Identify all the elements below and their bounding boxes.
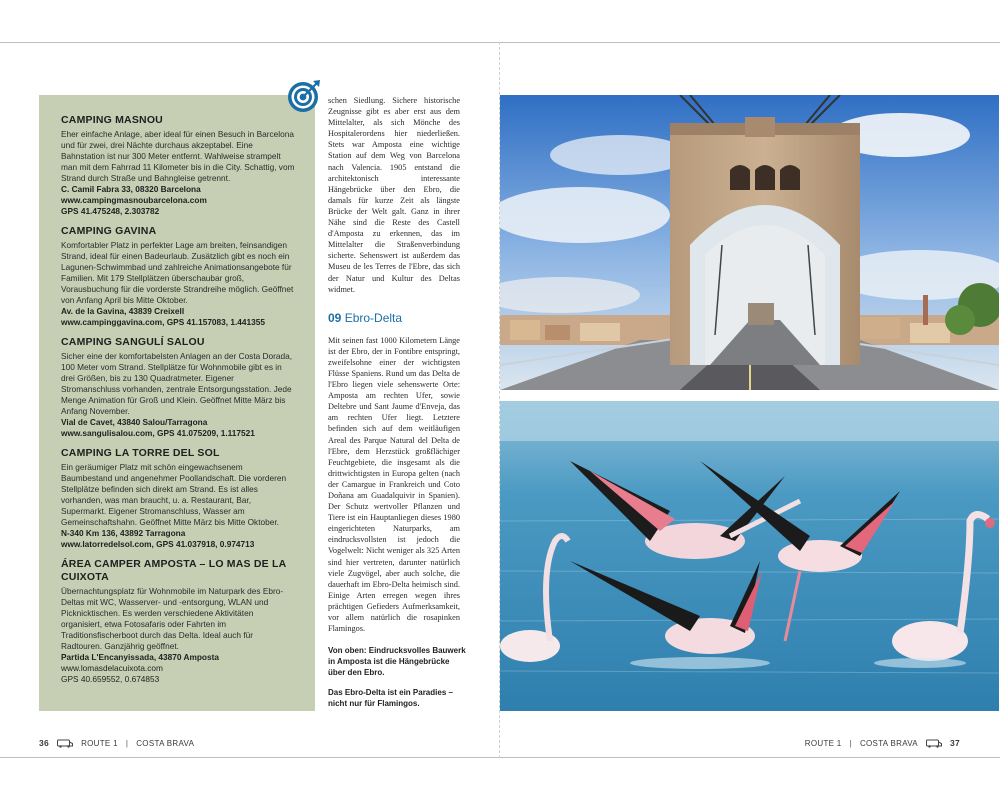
- section-title: Ebro-Delta: [344, 310, 403, 325]
- article-paragraph: Mit seinen fast 1000 Kilometern Länge ist der Ebro, der in Fontibre entspringt, zweifelsohne einer der wichtigsten Flüsse Spaniens. Rund um das Delta de l'Ebro liegen viele sehenswerte Orte: Amposta am rechten Ufer, sowie Deltebre und Sant Jaume d'Enveja, das am rechten Ufer liegt. Letztere befinden sich auf dem weitläufigen Areal des Parque Natural del Delta de l'Ebre, dem Herzstück großflächiger Feuchtgebiete, die insgesamt als die drittwichtigsten in Europa gelten (nach der Camargue in Frankreich und Coto Doñana am Guadalquivir in Spanien). Der Schutz wertvoller Pflanzen und Tiere ist ein Hauptanliegen dieses 1980 eingerichteten Naturparks, am eindrucksvollsten ist jedoch die Vogelwelt: Nicht weniger als 325 Arten sind hier vertreten, darunter natürlich viele Zugvögel, aber auch solche, die dauerhaft im Ebro-Delta heimisch sind. Einige Arten erregen wegen ihres prächtigen Gefieders Aufmerksamkeit, vor allem natürlich die rosapinken Flamingos.: [328, 335, 460, 634]
- campsite-title: CAMPING MASNOU: [61, 114, 163, 126]
- campsite-description: Sicher eine der komfortabelsten Anlagen an der Costa Dorada, 100 Meter vom Strand. Stellplätze für Wohnmobile gibt es in drei Größen, bis zu 130 Quadratmeter. Eigener Stromanschluss vorhanden, zentrale Entsorgungsstation. Jede Menge Animation für Groß und Klein. Geöffnet Mitte März bis Anfang November.: [61, 351, 293, 416]
- campsite-title: CAMPING LA TORRE DEL SOL: [61, 447, 220, 459]
- region-label-right: COSTA BRAVA: [859, 738, 918, 748]
- campsite-entry: [61, 558, 295, 685]
- camper-van-icon: [57, 739, 73, 748]
- campsite-description: Komfortabler Platz in perfekter Lage am breiten, feinsandigen Strand, ideal für einen Badeurlaub. Zusätzlich gibt es noch ein Lagunen-Schwimmbad und zahlreiche Animationsangebote für Familien. Mit 179 Stellplätzen überschaubar groß, Vorausbuchung für die vorderste Strandreihe möglich. Geöffnet von Anfang April bis Mitte Oktober.: [61, 240, 294, 305]
- footer-separator: |: [125, 738, 129, 748]
- campsite-info-box: [39, 95, 315, 711]
- campsite-gps: GPS 41.475248, 2.303782: [61, 206, 160, 216]
- footer-right: [805, 738, 960, 748]
- campsite-description: Übernachtungsplatz für Wohnmobile im Naturpark des Ebro-Deltas mit WC, Wasserver- und -entsorgung, WLAN und Picknicktischen. Es werden verschiedene Aktivitäten organisiert, etwa Fotosafaris oder Fahrten im Traditionsfischerboot durch das Delta. Ideal auch für Radtouren. Ganzjährig geöffnet.: [61, 586, 284, 651]
- campsite-address: Av. de la Gavina, 43839 Creixell: [61, 306, 185, 316]
- footer-left: [39, 738, 194, 748]
- campsite-entry: [61, 336, 295, 439]
- flamingo-photo: [500, 401, 999, 711]
- route-label-right: ROUTE 1: [804, 738, 842, 748]
- region-label-left: COSTA BRAVA: [136, 738, 195, 748]
- campsite-website: www.campingmasnoubarcelona.com: [61, 195, 207, 205]
- article-column: [328, 95, 460, 634]
- campsite-description: Eher einfache Anlage, aber ideal für einen Besuch in Barcelona und für zwei, drei Nächte durchaus akzeptabel. Eine Bahnstation ist nur 300 Meter entfernt. Wahlweise strampelt man mit dem Fahrrad 11 Kilometer bis in die City. Schattig, vom Strand durch Straße und Bahngleise getrennt.: [61, 129, 295, 183]
- page-number-left: 36: [39, 738, 50, 748]
- campsite-gps: GPS 40.659552, 0.674853: [61, 674, 160, 684]
- campsite-entry: [61, 447, 295, 550]
- section-heading: [328, 311, 460, 325]
- target-icon: [287, 79, 321, 113]
- camper-van-icon: [926, 739, 942, 748]
- campsite-website: www.latorredelsol.com, GPS 41.037918, 0.974713: [61, 539, 255, 549]
- campsite-website: www.campinggavina.com, GPS 41.157083, 1.441355: [61, 317, 265, 327]
- campsite-title: CAMPING GAVINA: [61, 225, 157, 237]
- campsite-description: Ein geräumiger Platz mit schön eingewachsenem Baumbestand und angenehmer Poollandschaft. Die vorderen Stellplätze befinden sich direkt am Strand. Es ist alles vorhanden, was man braucht, u. a. Restaurant, Bar, Supermarkt. Eigener Stromanschluss, Wasser am Gemeinschaftshahn. Geöffnet Mitte März bis Mitte Oktober.: [61, 462, 287, 527]
- campsite-address: Vial de Cavet, 43840 Salou/Tarragona: [61, 417, 208, 427]
- photo-captions: [328, 645, 468, 718]
- campsite-address: N-340 Km 136, 43892 Tarragona: [61, 528, 186, 538]
- campsite-address: Partida L'Encanyissada, 43870 Amposta: [61, 652, 219, 662]
- bridge-photo: [500, 95, 999, 390]
- campsite-entry: [61, 114, 295, 217]
- campsite-website: www.sangulisalou.com, GPS 41.075209, 1.117521: [61, 428, 255, 438]
- footer-separator: |: [849, 738, 852, 748]
- campsite-website: www.lomasdelacuixota.com: [61, 663, 163, 673]
- article-paragraph: schen Siedlung. Sichere historische Zeugnisse gibt es aber erst aus dem Mittelalter, als sich Mönche des Hospitalerordens hier niederließen. Stets war Amposta eine wichtige Station auf dem Weg von Barcelona nach Valencia. 1905 entstand die architektonisch interessante Hängebrücke über den Ebro, die damals für kurze Zeit als längste Brücke der Welt galt. Ganz in ihrer Nähe sind die Reste des Castell d'Amposta zu erkennen, das im Mittelalter die Straßenverbindung sicherte. Sehenswert ist außerdem das Museu de les Terres de l'Ebre, das sich der Natur und Kultur des Deltas widmet.: [328, 96, 460, 294]
- campsite-address: C. Camil Fabra 33, 08320 Barcelona: [61, 184, 201, 194]
- page-number-right: 37: [949, 738, 960, 748]
- campsite-title: ÁREA CAMPER AMPOSTA – LO MAS DE LA CUIXOTA: [61, 558, 286, 583]
- caption-flamingos: Das Ebro-Delta ist ein Paradies – nicht nur für Flamingos.: [328, 688, 453, 708]
- route-label-left: ROUTE 1: [81, 738, 118, 748]
- campsite-title: CAMPING SANGULÍ SALOU: [61, 336, 205, 348]
- caption-bridge: Von oben: Eindrucksvolles Bauwerk in Amposta ist die Hängebrücke über den Ebro.: [328, 646, 466, 677]
- section-number: 09: [328, 310, 342, 325]
- campsite-entry: [61, 225, 295, 328]
